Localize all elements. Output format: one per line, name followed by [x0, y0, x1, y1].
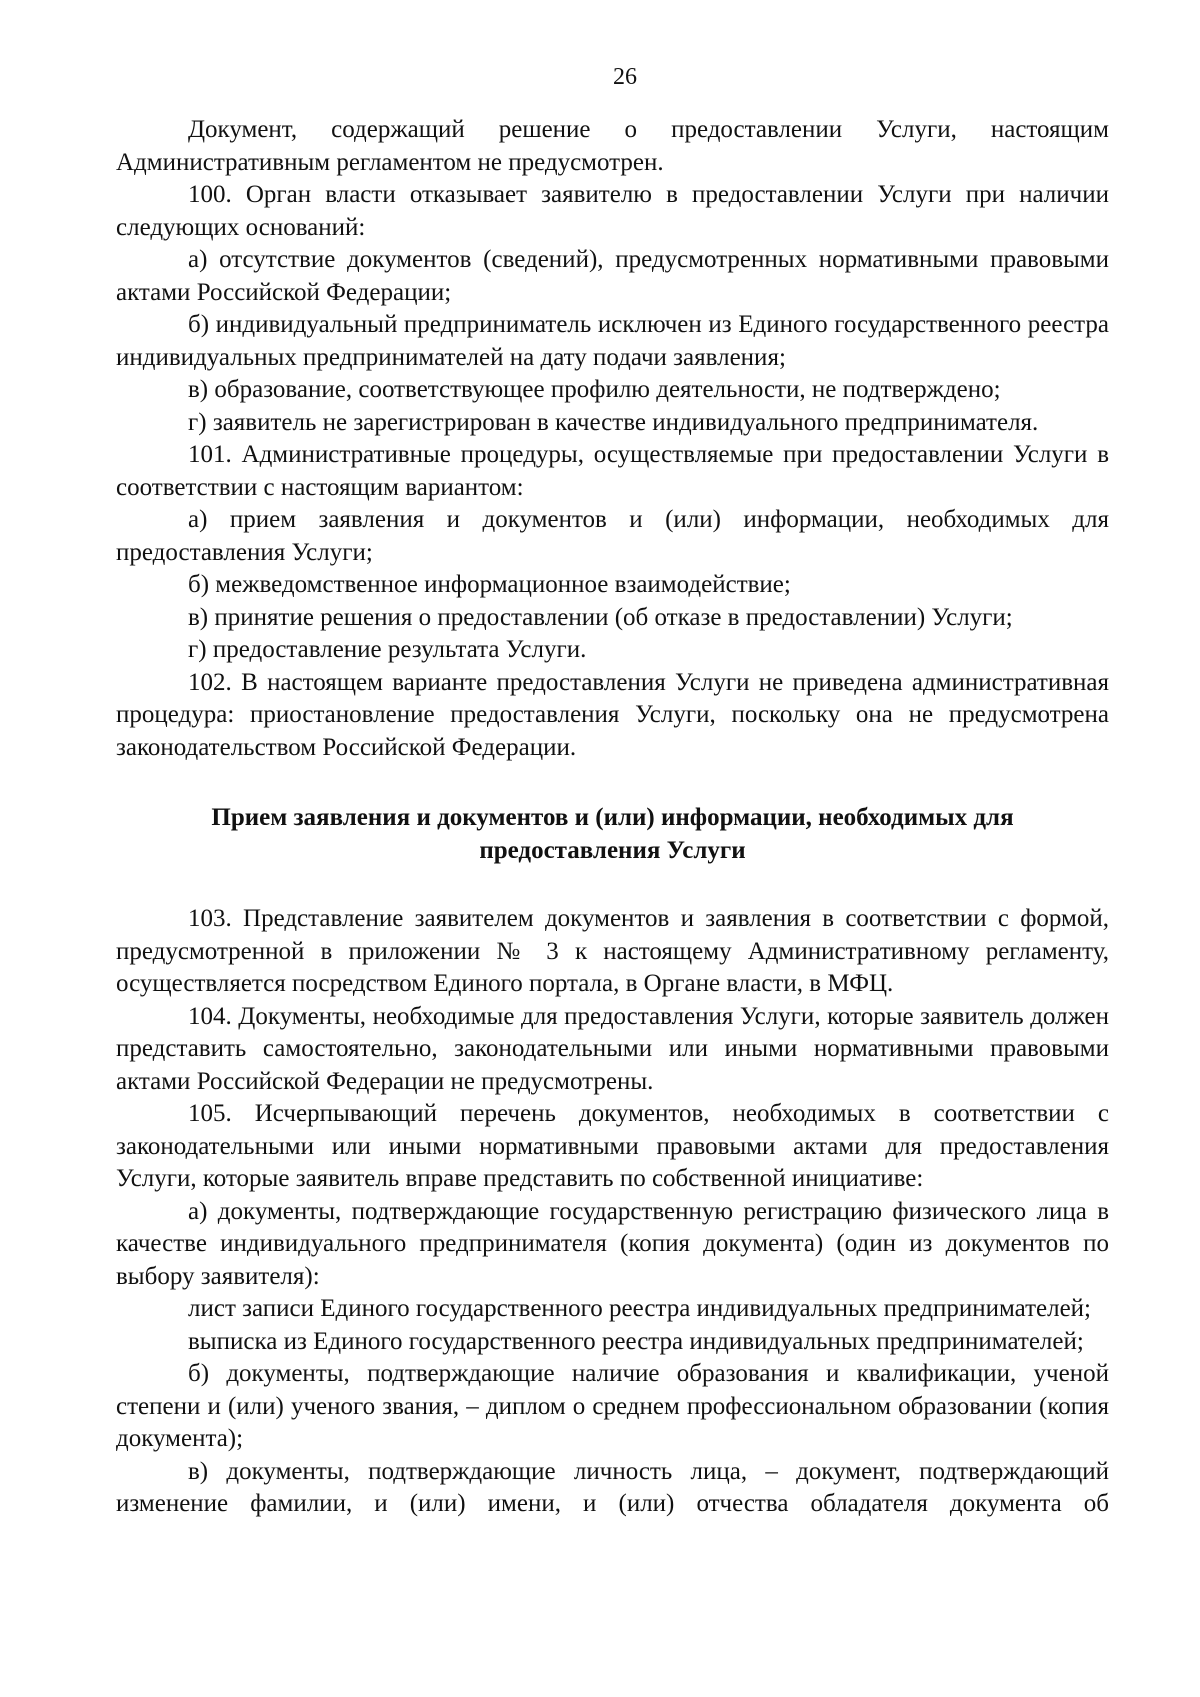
list-item-105-b: б) документы, подтверждающие наличие образования и квалификации, ученой степени и (или) ученого звания, – диплом о среднем профессиональном образовании (копия документа); — [116, 1360, 1109, 1452]
list-item-101-b: б) межведомственное информационное взаимодействие; — [188, 571, 791, 598]
list-item-100-v: в) образование, соответствующее профилю деятельности, не подтверждено; — [188, 376, 1001, 403]
list-item-101-g: г) предоставление результата Услуги. — [188, 636, 587, 663]
sub-item-register-sheet: лист записи Единого государственного реестра индивидуальных предпринимателей; — [188, 1295, 1091, 1322]
list-item-105-a: а) документы, подтверждающие государственную регистрацию физического лица в качестве индивидуального предпринимателя (копия документа) (один из документов по выбору заявителя): — [116, 1197, 1109, 1290]
paragraph-102: 102. В настоящем варианте предоставления Услуги не приведена административная процедура: приостановление предоставления Услуги, поскольку она не предусмотрена законодательством Российской Федерации. — [116, 668, 1109, 761]
list-item-100-g: г) заявитель не зарегистрирован в качестве индивидуального предпринимателя. — [188, 408, 1039, 436]
body-text-before-heading — [116, 114, 1109, 764]
page-number: 26 — [613, 64, 637, 90]
section-heading-line-1: Прием заявления и документов и (или) информации, необходимых для — [211, 804, 1014, 831]
list-item-100-a: а) отсутствие документов (сведений), предусмотренных нормативными правовыми актами Российской Федерации; — [116, 246, 1109, 306]
paragraph-105: 105. Исчерпывающий перечень документов, необходимых в соответствии с законодательными или иными нормативными правовыми актами для предоставления Услуги, которые заявитель вправе представить по собственной инициативе: — [116, 1100, 1109, 1192]
section-heading-line-2: предоставления Услуги — [479, 836, 746, 864]
list-item-101-a: а) прием заявления и документов и (или) информации, необходимых для предоставления Услуги; — [116, 506, 1109, 566]
section-heading — [116, 802, 1109, 867]
list-item-101-v: в) принятие решения о предоставлении (об отказе в предоставлении) Услуги; — [188, 603, 1013, 631]
body-text-after-heading — [116, 903, 1109, 1521]
paragraph-100: 100. Орган власти отказывает заявителю в предоставлении Услуги при наличии следующих оснований: — [116, 181, 1109, 241]
paragraph-document-not-provided: Документ, содержащий решение о предоставлении Услуги, настоящим Административным регламентом не предусмотрен. — [116, 116, 1109, 176]
paragraph-101: 101. Административные процедуры, осуществляемые при предоставлении Услуги в соответствии с настоящим вариантом: — [116, 441, 1109, 501]
list-item-105-v: в) документы, подтверждающие личность лица, – документ, подтверждающий изменение фамилии, и (или) имени, и (или) отчества обладателя документа об — [116, 1457, 1109, 1517]
paragraph-103: 103. Представление заявителем документов и заявления в соответствии с формой, предусмотренной в приложении № 3 к настоящему Административному регламенту, осуществляется посредством Единого портала, в Органе власти, в МФЦ. — [116, 905, 1109, 997]
list-item-100-b: б) индивидуальный предприниматель исключен из Единого государственного реестра индивидуальных предпринимателей на дату подачи заявления; — [116, 311, 1109, 371]
paragraph-104: 104. Документы, необходимые для предоставления Услуги, которые заявитель должен представить самостоятельно, законодательными или иными нормативными правовыми актами Российской Федерации не предусмотрены. — [116, 1002, 1109, 1095]
sub-item-register-extract: выписка из Единого государственного реестра индивидуальных предпринимателей; — [188, 1327, 1084, 1355]
